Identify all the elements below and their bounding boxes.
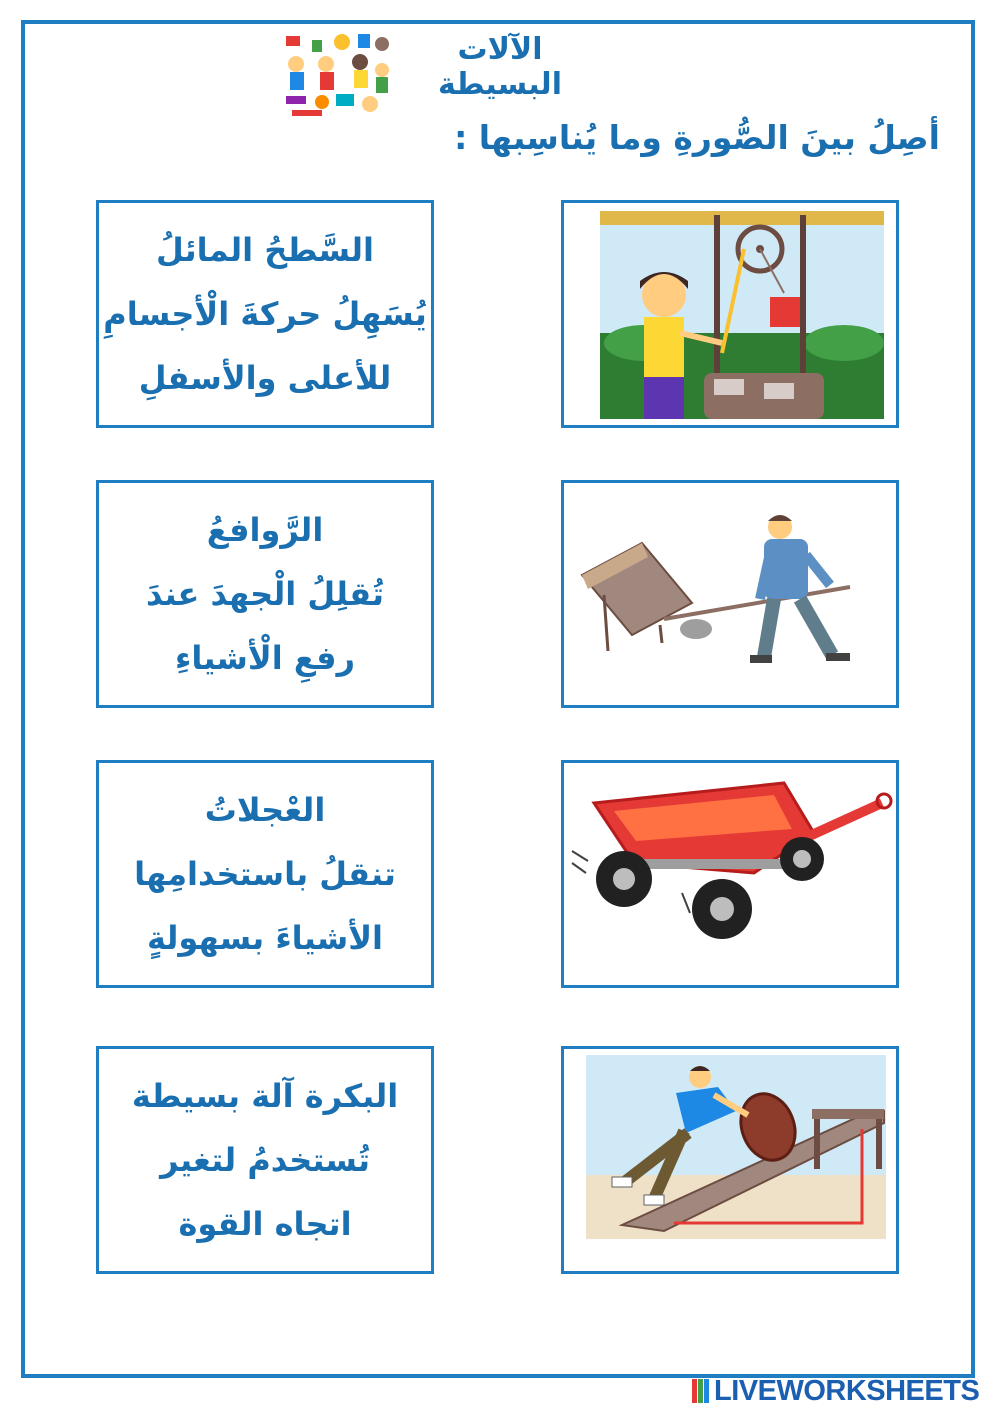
picture-card-wagon[interactable] <box>561 760 899 988</box>
worksheet-title: الآلات البسيطة <box>438 32 562 102</box>
card-line: الأشياءَ بسهولةٍ <box>146 919 384 957</box>
liveworksheets-logo-icon <box>692 1379 710 1403</box>
card-heading: العْجلاتُ <box>204 791 326 829</box>
definition-card-wheels[interactable] <box>96 760 434 988</box>
card-line: رفعِ الْأشياءِ <box>174 639 356 677</box>
card-line: تُقلِلُ الْجهدَ عندَ <box>146 575 385 613</box>
picture-card-lever[interactable] <box>561 480 899 708</box>
card-heading: السَّطحُ المائلُ <box>156 231 374 269</box>
card-line: اتجاه القوة <box>178 1205 352 1243</box>
definition-card-inclined-plane[interactable] <box>96 200 434 428</box>
picture-card-ramp[interactable] <box>561 1046 899 1274</box>
instruction-text: أصِلُ بينَ الصُّورةِ وما يُناسِبها : <box>454 118 940 157</box>
man-lever-crate-icon <box>564 483 896 705</box>
card-line: تُستخدمُ لتغير <box>160 1141 370 1179</box>
definition-card-pulley[interactable] <box>96 1046 434 1274</box>
definition-card-levers[interactable] <box>96 480 434 708</box>
card-line: يُسَهِلُ حركةَ الْأجسامِ <box>103 295 427 333</box>
card-line: تنقلُ باستخدامِها <box>134 855 396 893</box>
girl-well-pulley-icon <box>564 203 896 425</box>
liveworksheets-logo <box>692 1376 979 1406</box>
card-line: البكرة آلة بسيطة <box>131 1077 399 1115</box>
brand-text: LIVEWORKSHEETS <box>714 1374 980 1407</box>
boy-barrel-ramp-icon <box>564 1049 896 1271</box>
card-heading: الرَّوافعُ <box>206 511 324 549</box>
picture-card-well[interactable] <box>561 200 899 428</box>
red-wagon-wheels-icon <box>564 763 896 985</box>
kids-machines-collage-icon <box>282 30 394 120</box>
card-line: للأعلى والأسفلِ <box>138 359 392 397</box>
